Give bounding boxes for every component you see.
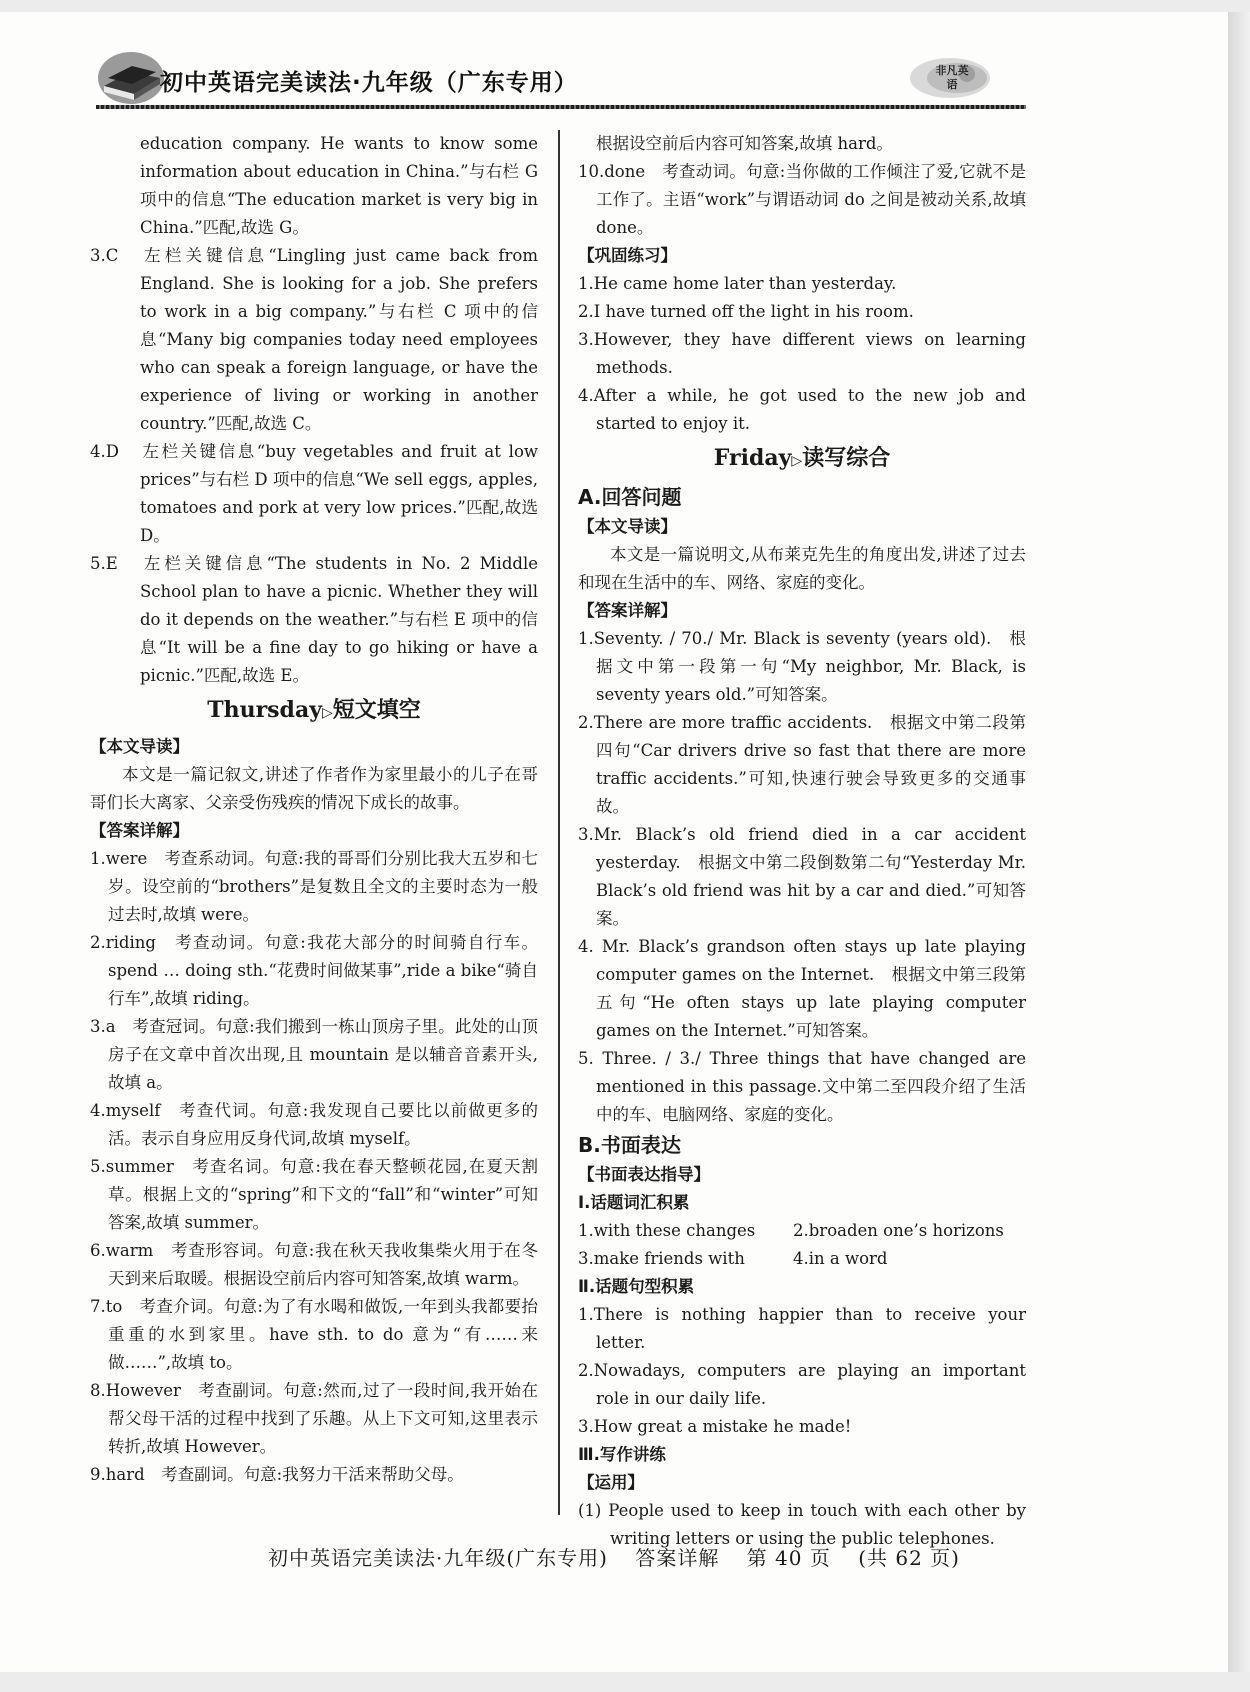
cloze-answer: 4.myself 考查代词。句意:我发现自己要比以前做更多的活。表示自身应用反身代词,故填 myself。: [90, 1101, 538, 1148]
vocab-row: 3.make friends with 4.in a word: [578, 1249, 888, 1268]
answer-item-5: 5.E 左栏关键信息“The students in No. 2 Middle School plan to have a picnic. Whether they will do it depends on the weather.”与右栏 E 项中的信息“It will be a fine day to go hiking or have a picnic.”匹配,故选 E。: [90, 554, 538, 685]
training-label: Ⅲ.写作讲练: [578, 1445, 666, 1464]
cloze-answer: 2.riding 考查动词。句意:我花大部分的时间骑自行车。spend … doing sth.“花费时间做某事”,ride a bike“骑自行车”,故填 riding。: [90, 933, 538, 1008]
sentence-label: Ⅱ.话题句型积累: [578, 1277, 695, 1296]
reading-answer: 5. Three. / 3./ Three things that have changed are mentioned in this passage.文中第二至四段介绍了生活中的车、电脑网络、家庭的变化。: [578, 1049, 1026, 1124]
practice-item: 4.After a while, he got used to the new job and started to enjoy it.: [578, 386, 1026, 433]
right-column: [578, 130, 1026, 1553]
document-page: [0, 12, 1228, 1672]
use-text: (1) People used to keep in touch with each other by writing letters or using the public telephones.: [578, 1501, 1026, 1548]
triangle-icon: ▷: [321, 705, 333, 721]
book-stack-icon: [96, 48, 166, 106]
thursday-heading: Thursday▷短文填空: [207, 697, 421, 723]
friday-heading: Friday▷读写综合: [713, 445, 891, 471]
practice-label: 【巩固练习】: [578, 246, 677, 265]
guide-label: 【本文导读】: [90, 737, 189, 756]
reading-answer: 2.There are more traffic accidents. 根据文中第二段第四句“Car drivers drive so fast that there are more traffic accidents.”可知,快速行驶会导致更多的交通事故。: [578, 713, 1026, 816]
cloze-answer: 1.were 考查系动词。句意:我的哥哥们分别比我大五岁和七岁。设空前的“brothers”是复数且全文的主要时态为一般过去时,故填 were。: [90, 849, 538, 924]
logo-text: 非凡英语: [935, 64, 969, 91]
sentence-item: 1.There is nothing happier than to receive your letter.: [578, 1305, 1026, 1352]
cloze-answer: 3.a 考查冠词。句意:我们搬到一栋山顶房子里。此处的山顶房子在文章中首次出现,且 mountain 是以辅音音素开头,故填 a。: [90, 1017, 538, 1092]
cloze-answer: 8.However 考查副词。句意:然而,过了一段时间,我开始在帮父母干活的过程中找到了乐趣。从上下文可知,这里表示转折,故填 However。: [90, 1381, 538, 1456]
continued-answer-2: education company. He wants to know some information about education in China.”与右栏 G 项中的信息“The education market is very big in China.”匹配,故选 G。: [140, 134, 538, 237]
continued-answer-9: 根据设空前后内容可知答案,故填 hard。: [596, 134, 893, 153]
cloze-answer: 6.warm 考查形容词。句意:我在秋天我收集柴火用于在冬天到来后取暖。根据设空前后内容可知答案,故填 warm。: [90, 1241, 538, 1288]
sentence-item: 3.How great a mistake he made!: [578, 1417, 852, 1436]
footer-page-number: 第 40 页: [746, 1546, 831, 1570]
cloze-answer: 5.summer 考查名词。句意:我在春天整顿花园,在夏天割草。根据上文的“spring”和下文的“fall”和“winter”可知答案,故填 summer。: [90, 1157, 538, 1232]
left-column: [90, 130, 538, 1489]
answer-item-3: 3.C 左栏关键信息“Lingling just came back from England. She is looking for a job. She prefers to work in a big company.”与右栏 C 项中的信息“Many big companies today need employees who can speak a foreign language, or have the experience of living or working in another country.”匹配,故选 C。: [90, 246, 538, 433]
reading-answer: 4. Mr. Black’s grandson often stays up late playing computer games on the Internet. 根据文中第三段第五句“He often stays up late playing computer games on the Internet.”可知答案。: [578, 937, 1026, 1040]
guide-label: 【本文导读】: [578, 517, 677, 536]
writing-label: 【书面表达指导】: [578, 1165, 710, 1184]
page-footer: [0, 1542, 1228, 1571]
reading-answer: 3.Mr. Black’s old friend died in a car accident yesterday. 根据文中第二段倒数第二句“Yesterday Mr. Black’s old friend was hit by a car and died.”可知答案。: [578, 825, 1026, 928]
triangle-icon: ▷: [791, 453, 803, 469]
answer-item-4: 4.D 左栏关键信息“buy vegetables and fruit at low prices”与右栏 D 项中的信息“We sell eggs, apples, tomatoes and pork at very low prices.”匹配,故选 D。: [90, 442, 539, 545]
reading-answer: 1.Seventy. / 70./ Mr. Black is seventy (years old). 根据文中第一段第一句“My neighbor, Mr. Black, is seventy years old.”可知答案。: [578, 629, 1026, 704]
part-b-heading: B.书面表达: [578, 1133, 681, 1157]
answer-label: 【答案详解】: [578, 601, 677, 620]
guide-text: 本文是一篇说明文,从布莱克先生的角度出发,讲述了过去和现在生活中的车、网络、家庭的变化。: [578, 545, 1026, 592]
vocab-row: 1.with these changes 2.broaden one’s horizons: [578, 1221, 1004, 1240]
footer-section: 答案详解: [635, 1546, 720, 1570]
footer-total-pages: (共 62 页): [858, 1546, 960, 1570]
practice-item: 3.However, they have different views on learning methods.: [578, 330, 1026, 377]
page-edge-shadow: [1228, 12, 1250, 1672]
header-title: 初中英语完美读法·九年级（广东专用）: [160, 70, 578, 96]
answer-label: 【答案详解】: [90, 821, 189, 840]
header-rule: [96, 105, 1026, 109]
footer-book-title: 初中英语完美读法·九年级(广东专用): [268, 1546, 608, 1570]
guide-text: 本文是一篇记叙文,讲述了作者作为家里最小的儿子在哥哥们长大离家、父亲受伤残疾的情况下成长的故事。: [90, 765, 538, 812]
column-divider: [558, 130, 560, 1515]
cloze-answer-10: 10.done 考查动词。句意:当你做的工作倾注了爱,它就不是工作了。主语“work”与谓语动词 do 之间是被动关系,故填 done。: [578, 162, 1026, 237]
practice-item: 2.I have turned off the light in his room.: [578, 302, 914, 321]
vocab-label: Ⅰ.话题词汇积累: [578, 1193, 690, 1212]
cloze-answer: 9.hard 考查副词。句意:我努力干活来帮助父母。: [90, 1465, 464, 1484]
sentence-item: 2.Nowadays, computers are playing an important role in our daily life.: [578, 1361, 1026, 1408]
cloze-answer: 7.to 考查介词。句意:为了有水喝和做饭,一年到头我都要抬重重的水到家里。have sth. to do 意为“有……来做……”,故填 to。: [90, 1297, 538, 1372]
practice-item: 1.He came home later than yesterday.: [578, 274, 897, 293]
use-label: 【运用】: [578, 1473, 644, 1492]
part-a-heading: A.回答问题: [578, 485, 682, 509]
